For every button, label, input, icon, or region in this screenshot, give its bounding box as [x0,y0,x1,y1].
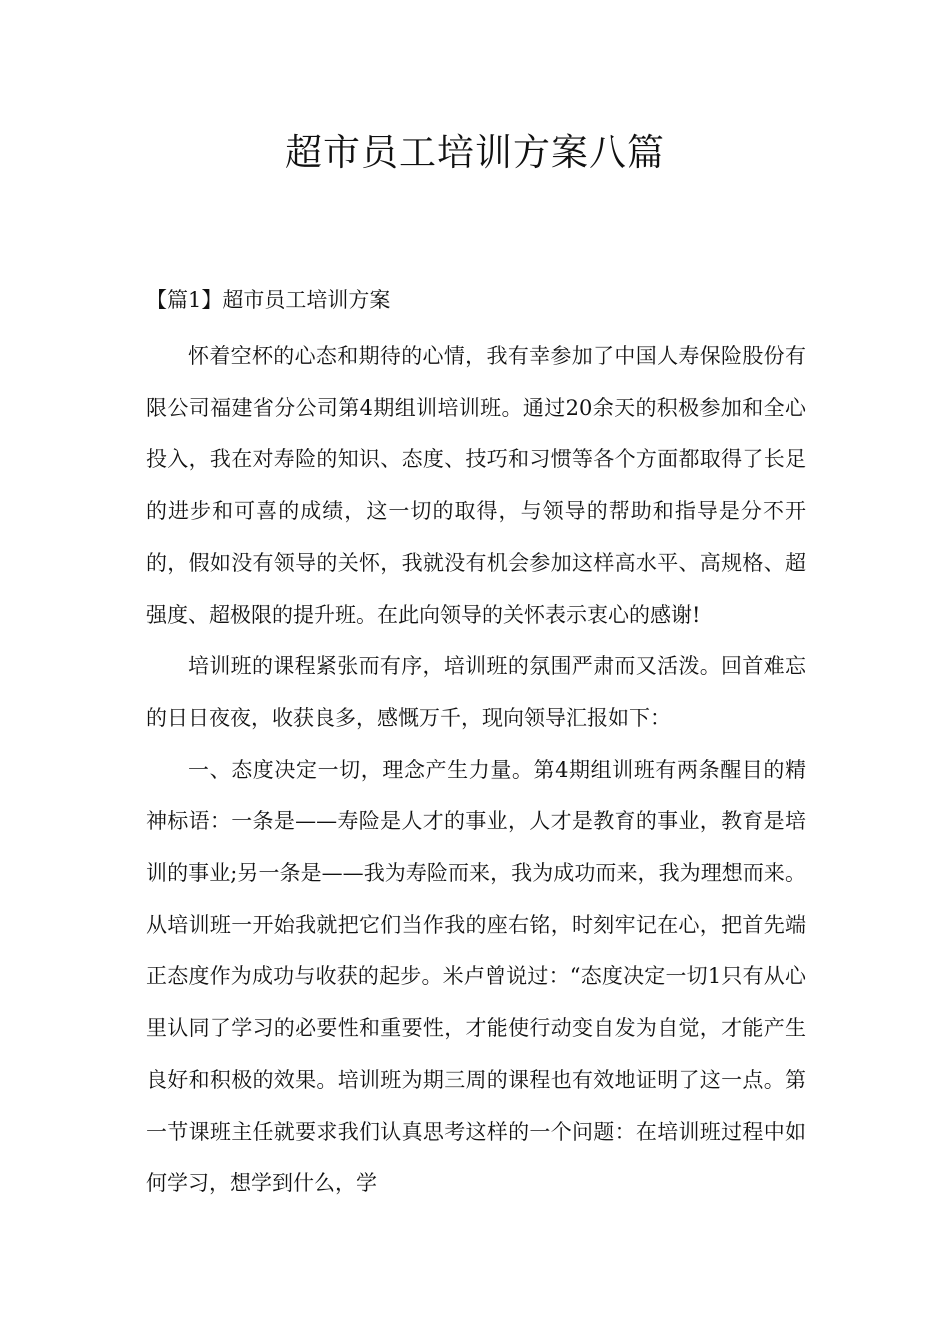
document-title: 超市员工培训方案八篇 [285,131,665,174]
paragraph: 一、态度决定一切，理念产生力量。第4期组训班有两条醒目的精神标语：一条是——寿险是人才的事业，人才是教育的事业，教育是培训的事业;另一条是——我为寿险而来，我为成功而来，我为理想而来。从培训班一开始我就把它们当作我的座右铭，时刻牢记在心，把首先端正态度作为成功与收获的起步。米卢曾说过：“态度决定一切1只有从心里认同了学习的必要性和重要性，才能使行动变自发为自觉，才能产生良好和积极的效果。培训班为期三周的课程也有效地证明了这一点。第一节课班主任就要求我们认真思考这样的一个问题：在培训班过程中如何学习，想学到什么，学 [146,757,806,1196]
paragraph: 培训班的课程紧张而有序，培训班的氛围严肃而又活泼。回首难忘的日日夜夜，收获良多，感慨万千，现向领导汇报如下： [146,654,806,730]
paragraph: 怀着空杯的心态和期待的心情，我有幸参加了中国人寿保险股份有限公司福建省分公司第4期组训培训班。通过20余天的积极参加和全心投入，我在对寿险的知识、态度、技巧和习惯等各个方面都取得了长足的进步和可喜的成绩，这一切的取得，与领导的帮助和指导是分不开的，假如没有领导的关怀，我就没有机会参加这样高水平、高规格、超强度、超极限的提升班。在此向领导的关怀表示衷心的感谢! [146,344,806,627]
document-body [146,331,806,1210]
section-heading: 【篇1】超市员工培训方案 [146,288,391,312]
